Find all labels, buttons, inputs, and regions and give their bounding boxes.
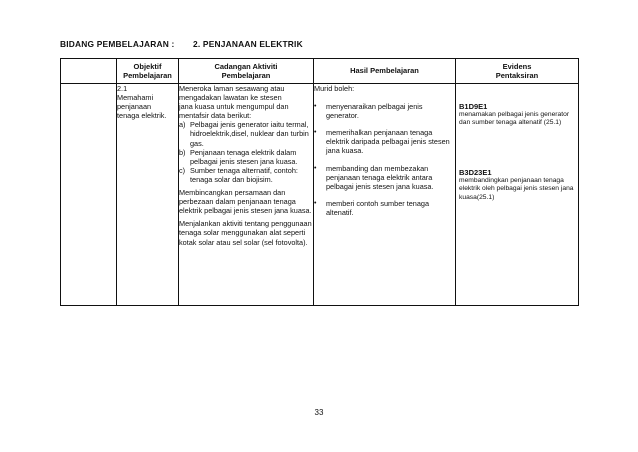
evidence-code: B3D23E1 xyxy=(459,168,492,177)
header-activities xyxy=(179,59,314,84)
objective-line: Memahami xyxy=(117,93,154,103)
header-evidence xyxy=(456,59,579,84)
header-objective-label: Objektif Pembelajaran xyxy=(123,61,172,80)
activity-intro-line: jana kuasa untuk mengumpul dan xyxy=(179,102,289,112)
table-row xyxy=(61,84,579,306)
activity-item xyxy=(179,120,313,147)
activity-text: Pelbagai jenis generator iaitu termal, hidroelektrik,disel, nuklear dan turbin gas. xyxy=(190,120,309,148)
curriculum-table xyxy=(60,58,579,306)
header-activities-label: Cadangan Aktiviti Pembelajaran xyxy=(214,61,278,80)
learning-area-topic: 2. PENJANAAN ELEKTRIK xyxy=(193,39,303,49)
activity-paragraph: Membincangkan persamaan dan perbezaan dalam penjanaan tenaga elektrik pelbagai jenis stesen jana kuasa. xyxy=(179,188,312,216)
activity-marker: a) xyxy=(179,120,186,130)
outcome-text: menyenaraikan pelbagai jenis generator. xyxy=(326,102,423,121)
objective-cell xyxy=(117,84,179,306)
activity-intro-line: mentafsir data berikut: xyxy=(179,111,252,121)
activity-intro xyxy=(179,84,313,120)
outcomes-cell xyxy=(314,84,456,306)
evidence-text: menamakan pelbagai jenis generator dan sumber tenaga altenatif (25.1) xyxy=(459,111,570,127)
activity-text: Sumber tenaga alternatif, contoh: tenaga solar dan biojisim. xyxy=(190,165,298,184)
bullet-icon: • xyxy=(314,199,317,207)
header-blank xyxy=(61,59,117,84)
activity-paragraph: Menjalankan aktiviti tentang penggunaan tenaga solar menggunakan alat seperti kotak solar atau sel solar (sel fotovolta). xyxy=(179,219,312,247)
activity-item xyxy=(179,148,313,166)
table-header-row xyxy=(61,59,579,84)
header-evidence-label: Evidens Pentaksiran xyxy=(495,61,539,80)
objective-line: penjanaan xyxy=(117,102,152,112)
page-number: 33 xyxy=(314,408,324,417)
header-objective xyxy=(117,59,179,84)
evidence-item xyxy=(459,169,575,202)
outcome-item xyxy=(314,164,455,191)
evidence-item xyxy=(459,103,575,128)
outcome-item xyxy=(314,102,455,120)
bullet-icon: • xyxy=(314,103,317,111)
activity-list xyxy=(179,120,313,184)
outcome-text: memerihalkan penjanaan tenaga elektrik daripada pelbagai jenis stesen jana kuasa. xyxy=(326,128,450,156)
outcome-item xyxy=(314,199,455,217)
bullet-icon: • xyxy=(314,129,317,137)
activity-intro-line: mengadakan lawatan ke stesen xyxy=(179,93,282,103)
outcome-text: memberi contoh sumber tenaga altenatif. xyxy=(326,198,430,217)
evidence-cell xyxy=(456,84,579,306)
blank-cell xyxy=(61,84,117,306)
activity-item xyxy=(179,166,313,184)
learning-area-label: BIDANG PEMBELAJARAN : xyxy=(60,39,175,49)
outcome-text: membanding dan membezakan penjanaan tenaga elektrik antara pelbagai jenis stesen jana kuasa. xyxy=(326,163,434,191)
activity-marker: c) xyxy=(179,165,186,175)
activity-marker: b) xyxy=(179,147,186,157)
evidence-text: membandingkan penjanaan tenaga elektrik oleh pelbagai jenis stesen jana kuasa(25.1) xyxy=(459,177,574,201)
bullet-icon: • xyxy=(314,164,317,172)
activity-text: Penjanaan tenaga elektrik dalam pelbagai jenis stesen jana kuasa. xyxy=(190,147,298,166)
page-header xyxy=(60,39,303,49)
outcome-item xyxy=(314,128,455,155)
activities-cell xyxy=(179,84,314,306)
evidence-code: B1D9E1 xyxy=(459,102,488,111)
outcomes-intro: Murid boleh: xyxy=(314,84,355,93)
objective-line: tenaga elektrik. xyxy=(117,111,167,121)
activity-intro-line: Meneroka laman sesawang atau xyxy=(179,84,285,93)
objective-code: 2.1 xyxy=(117,84,128,93)
header-outcomes: Hasil Pembelajaran xyxy=(314,59,456,84)
